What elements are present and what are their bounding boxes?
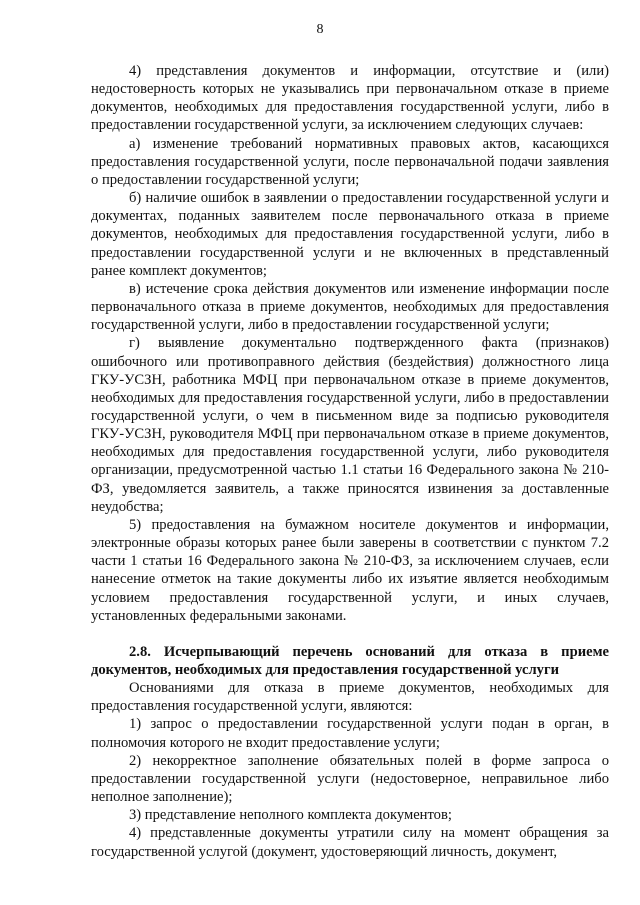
paragraph-subitem-a: а) изменение требований нормативных правовых актов, касающихся предоставления государственной услуги, после первоначальной подачи заявления о предоставлении государственной услуги; [91,135,609,188]
section-heading-2-8: 2.8. Исчерпывающий перечень оснований для отказа в приеме документов, необходимых для предоставления государственной услуги [91,643,609,678]
paragraph-subitem-g: г) выявление документально подтвержденного факта (признаков) ошибочного или противоправного действия (бездействия) должностного лица ГКУ-УСЗН, работника МФЦ при первоначальном отказе в приеме документов, необходимых для предоставления государственной услуги, либо в предоставлении государственной услуги, о чем в письменном виде за подписью руководителя ГКУ-УСЗН, руководителя МФЦ при первоначальном отказе в приеме документов, необходимых для предоставления государственной услуги, либо руководителя организации, предусмотренной частью 1.1 статьи 16 Федерального закона № 210-ФЗ, уведомляется заявитель, а также приносятся извинения за доставленные неудобства; [91,335,609,515]
page-number: 8 [316,22,324,37]
paragraph-subitem-v: в) истечение срока действия документов или изменение информации после первоначального отказа в приеме документов, необходимых для предоставления государственной услуги, либо в предоставлении государственной услуги; [91,280,609,334]
paragraph-item-4: 4) представления документов и информации, отсутствие и (или) недостоверность которых не указывались при первоначальном отказе в приеме документов, необходимых для предоставления государственной услуги, либо в предоставлении государственной услуги, за исключением следующих случаев: [91,63,609,134]
reason-item-1: 1) запрос о предоставлении государственной услуги подан в орган, в полномочия которого не входит предоставление услуги; [91,716,609,751]
paragraph-item-5: 5) предоставления на бумажном носителе документов и информации, электронные образы которых ранее были заверены в соответствии с пунктом 7.2 части 1 статьи 16 Федерального закона № 210-ФЗ, за исключением случаев, если нанесение отметок на такие документы либо их изъятие является необходимым условием предоставления государственной услуги, и иных случаев, установленных федеральными законами. [91,516,609,624]
reason-item-3: 3) представление неполного комплекта документов; [129,807,452,824]
document-body [91,62,609,861]
section-intro-paragraph: Основаниями для отказа в приеме документов, необходимых для предоставления государственной услуги, являются: [91,680,609,715]
reason-item-2: 2) некорректное заполнение обязательных полей в форме запроса о предоставлении государственной услуги (недостоверное, неправильное либо неполное заполнение); [91,752,609,806]
paragraph-subitem-b: б) наличие ошибок в заявлении о предоставлении государственной услуги и документах, поданных заявителем после первоначального отказа в приеме документов, необходимых для предоставления государственной услуги, либо в предоставлении государственной услуги и не включенных в представленный ранее комплект документов; [91,190,609,279]
reason-item-4: 4) представленные документы утратили силу на момент обращения за государственной услугой (документ, удостоверяющий личность, документ, [91,825,609,860]
